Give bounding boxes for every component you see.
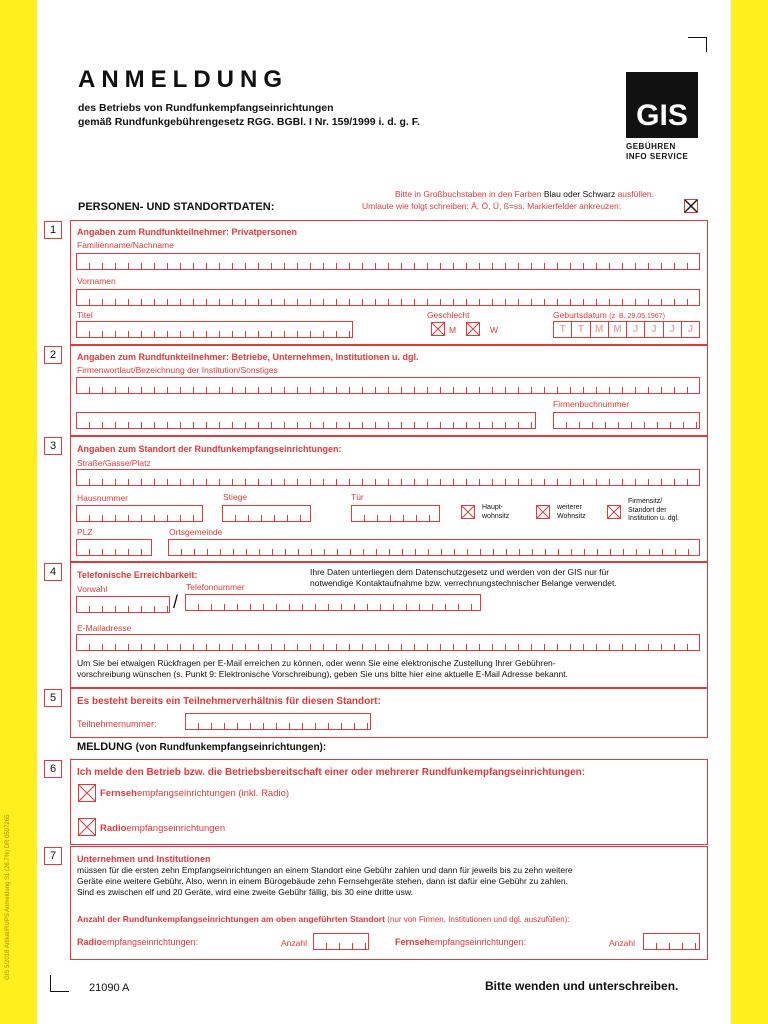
hauptwohnsitz-checkbox[interactable] — [461, 505, 475, 519]
vorwahl-field[interactable] — [76, 596, 170, 613]
hausnummer-field[interactable] — [76, 505, 203, 522]
weiterer-2: Wohnsitz — [557, 513, 586, 520]
date-ph-4: J — [626, 322, 644, 337]
teilnehmernummer-field[interactable] — [185, 713, 371, 730]
datenschutz-notice — [310, 567, 617, 589]
weiterer-wohnsitz-checkbox[interactable] — [536, 505, 550, 519]
plz-field[interactable] — [76, 539, 152, 556]
label-familienname: Familienname/Nachname — [77, 240, 174, 250]
firmensitz-2: Standort der — [628, 506, 667, 514]
date-ph-3: M — [608, 322, 626, 337]
fernseh-label — [100, 788, 289, 799]
geschlecht-w-checkbox[interactable] — [466, 322, 480, 336]
datenschutz-2: notwendige Kontaktaufnahme bzw. verrechnungstechnischer Belange verwendet. — [310, 578, 617, 588]
phone-slash: / — [173, 592, 179, 612]
tuer-field[interactable] — [351, 505, 440, 522]
fernseh-anzahl-bold: Fernseh — [395, 937, 431, 947]
label-firmenwortlaut: Firmenwortlaut/Bezeichnung der Institution/Sonstiges — [77, 365, 278, 375]
datenschutz-1: Ihre Daten unterliegen dem Datenschutzgesetz und werden von der GIS nur für — [310, 567, 610, 577]
section-2-number: 2 — [44, 346, 62, 364]
radio-anzahl-rest: empfangseinrichtungen: — [102, 937, 199, 947]
section-7-heading: Unternehmen und Institutionen — [77, 854, 211, 864]
fernseh-anzahl-label — [395, 937, 526, 947]
section-7-number: 7 — [44, 847, 62, 865]
fernseh-anzahl-field[interactable] — [643, 933, 700, 950]
gis-logo-sub-1: GEBÜHREN — [626, 142, 676, 151]
label-firmenbuchnummer: Firmenbuchnummer — [553, 399, 630, 409]
email-field[interactable] — [76, 634, 700, 651]
label-geburtsdatum — [553, 310, 665, 320]
ortsgemeinde-field[interactable] — [168, 539, 700, 556]
firmenwortlaut-field-1[interactable] — [76, 377, 700, 394]
label-titel: Titel — [77, 310, 93, 320]
fernseh-bold: Fernseh — [100, 788, 137, 799]
label-plz: PLZ — [77, 527, 93, 537]
fernseh-rest: empfangseinrichtungen (inkl. Radio) — [136, 788, 290, 799]
fernseh-anzahl-rest: empfangseinrichtungen: — [430, 937, 527, 947]
strasse-field[interactable] — [76, 469, 700, 486]
section-4-number: 4 — [44, 563, 62, 581]
s7-text-1: müssen für die ersten zehn Empfangseinrichtungen an einem Standort eine Gebühr zahlen und dann für jeweils bis zu zehn weitere — [77, 865, 573, 875]
section-2-heading: Angaben zum Rundfunkteilnehmer: Betriebe, Unternehmen, Institutionen u. dgl. — [77, 352, 419, 362]
label-hauptwohnsitz — [482, 503, 509, 521]
label-ortsgemeinde: Ortsgemeinde — [169, 527, 223, 537]
label-strasse: Straße/Gasse/Platz — [77, 458, 151, 468]
firmensitz-1: Firmensitz/ — [628, 498, 663, 505]
email-note-2: vorschreibung wünschen (s. Punkt 9: Elektronische Vorschreibung), geben Sie uns bitte hier eine aktuelle E-Mail Adresse bekannt. — [77, 669, 568, 679]
date-ph-1: T — [571, 322, 589, 337]
firmensitz-checkbox[interactable] — [607, 505, 621, 519]
section-3-number: 3 — [44, 437, 62, 455]
radio-checkbox[interactable] — [78, 818, 96, 836]
vornamen-field[interactable] — [76, 289, 700, 306]
bitte-wenden: Bitte wenden und unterschreiben. — [485, 979, 679, 993]
anzahl-heading-hint: (nur von Firmen, Institutionen und dgl. auszufüllen): — [387, 915, 570, 924]
crop-mark-bottom-left — [50, 975, 69, 992]
meldung-heading — [77, 741, 326, 753]
meldung-subtitle: (von Rundfunkempfangseinrichtungen): — [135, 742, 327, 753]
instructions-colors: Blau oder Schwarz — [543, 189, 616, 199]
label-telefonnummer: Telefonnummer — [186, 582, 245, 592]
date-ph-6: J — [663, 322, 681, 337]
instructions-line-1 — [395, 189, 654, 199]
section-4-heading: Telefonische Erreichbarkeit: — [77, 570, 198, 580]
geburtsdatum-text: Geburtsdatum — [553, 310, 607, 320]
label-teilnehmernummer: Teilnehmernummer: — [77, 719, 157, 729]
anzahl-heading — [77, 914, 570, 924]
fernseh-checkbox[interactable] — [78, 784, 96, 802]
gis-logo-sub-2: INFO SERVICE — [626, 152, 689, 161]
section-6-heading: Ich melde den Betrieb bzw. die Betriebsbereitschaft einer oder mehrerer Rundfunkempfangseinrichtungen: — [77, 767, 586, 778]
familienname-field[interactable] — [76, 253, 700, 270]
fernseh-anzahl-small: Anzahl — [609, 938, 635, 948]
label-w: W — [490, 325, 499, 335]
label-firmensitz — [628, 498, 679, 524]
label-weiterer-wohnsitz — [557, 503, 586, 521]
telefonnummer-field[interactable] — [185, 594, 481, 611]
date-ph-2: M — [590, 322, 608, 337]
label-tuer: Tür — [351, 492, 364, 502]
label-vorwahl: Vorwahl — [77, 584, 108, 594]
form-subtitle-2: gemäß Rundfunkgebührengesetz RGG. BGBl. I Nr. 159/1999 i. d. g. F. — [78, 116, 420, 128]
form-number: 21090 A — [89, 982, 130, 994]
radio-anzahl-small: Anzahl — [281, 938, 307, 948]
radio-anzahl-label — [77, 937, 198, 947]
radio-anzahl-bold: Radio — [77, 937, 103, 947]
date-ph-7: J — [681, 322, 699, 337]
geburtsdatum-hint: (z. B. 29.05.1967) — [609, 313, 665, 320]
gis-logo: GIS — [626, 72, 698, 138]
right-yellow-strip — [731, 0, 768, 1024]
form-title: ANMELDUNG — [78, 66, 288, 93]
radio-label — [100, 823, 225, 834]
personen-heading: PERSONEN- UND STANDORTDATEN: — [78, 201, 275, 213]
radio-bold: Radio — [100, 823, 127, 834]
radio-anzahl-field[interactable] — [313, 933, 369, 950]
label-stiege: Stiege — [223, 492, 248, 502]
titel-field[interactable] — [76, 321, 353, 338]
section-6-number: 6 — [44, 760, 62, 778]
instructions-line-2: Umlaute wie folgt schreiben: Ä, Ö, Ü, ß=ss. Markierfelder ankreuzen: — [362, 201, 622, 211]
section-3-heading: Angaben zum Standort der Rundfunkempfangseinrichtungen: — [77, 444, 342, 454]
instructions-end: ausfüllen. — [617, 189, 654, 199]
label-hausnummer: Hausnummer — [77, 493, 129, 503]
weiterer-1: weiterer — [557, 504, 582, 511]
section-1-heading: Angaben zum Rundfunkteilnehmer: Privatpersonen — [77, 227, 298, 237]
side-print-code: GIS 5/2018 Artikel/RUPS Anmeldung S1 (26.7%) DR 0597265 — [5, 814, 11, 980]
section-5-heading: Es besteht bereits ein Teilnehmerverhältnis für diesen Standort: — [77, 696, 381, 707]
crop-mark-top-right — [688, 37, 707, 52]
radio-rest: empfangseinrichtungen — [126, 823, 226, 834]
geburtsdatum-field[interactable] — [553, 321, 700, 338]
firmensitz-3: Institution u. dgl. — [628, 515, 679, 522]
date-ph-0: T — [559, 324, 566, 335]
section-7-text — [77, 865, 573, 898]
anzahl-heading-bold: Anzahl der Rundfunkempfangseinrichtungen am oben angeführten Standort — [77, 914, 385, 924]
label-email: E-Mailadresse — [77, 623, 132, 633]
email-note — [77, 658, 568, 680]
section-1-number: 1 — [44, 221, 62, 239]
label-m: M — [449, 325, 457, 335]
example-checkbox-icon — [684, 199, 698, 213]
instructions-red: Bitte in Großbuchstaben in den Farben — [395, 189, 542, 199]
form-subtitle-1: des Betriebs von Rundfunkempfangseinrichtungen — [78, 102, 334, 114]
meldung-title: MELDUNG — [77, 741, 133, 753]
date-ph-5: J — [644, 322, 662, 337]
hauptwohnsitz-1: Haupt- — [482, 504, 504, 511]
email-note-1: Um Sie bei etwaigen Rückfragen per E-Mail erreichen zu können, oder wenn Sie eine elektronische Zustellung Ihrer Gebühren- — [77, 658, 556, 668]
firmenwortlaut-field-2[interactable] — [76, 412, 536, 429]
geschlecht-m-checkbox[interactable] — [431, 322, 445, 336]
s7-text-2: Geräte eine weitere Gebühr. Also, wenn in einem Bürogebäude zehn Fernsehgeräte stehen, dann ist dafür eine Gebühr zu zahlen. — [77, 876, 568, 886]
section-5-number: 5 — [44, 689, 62, 707]
hauptwohnsitz-2: wohnsitz — [482, 513, 510, 520]
stiege-field[interactable] — [222, 505, 311, 522]
label-geschlecht: Geschlecht — [427, 310, 470, 320]
label-vornamen: Vornamen — [77, 276, 116, 286]
s7-text-3: Sind es zwischen elf und 20 Geräte, wird eine zweite Gebühr fällig, bis 30 eine dritte usw. — [77, 887, 413, 897]
firmenbuchnummer-field[interactable] — [553, 412, 700, 429]
